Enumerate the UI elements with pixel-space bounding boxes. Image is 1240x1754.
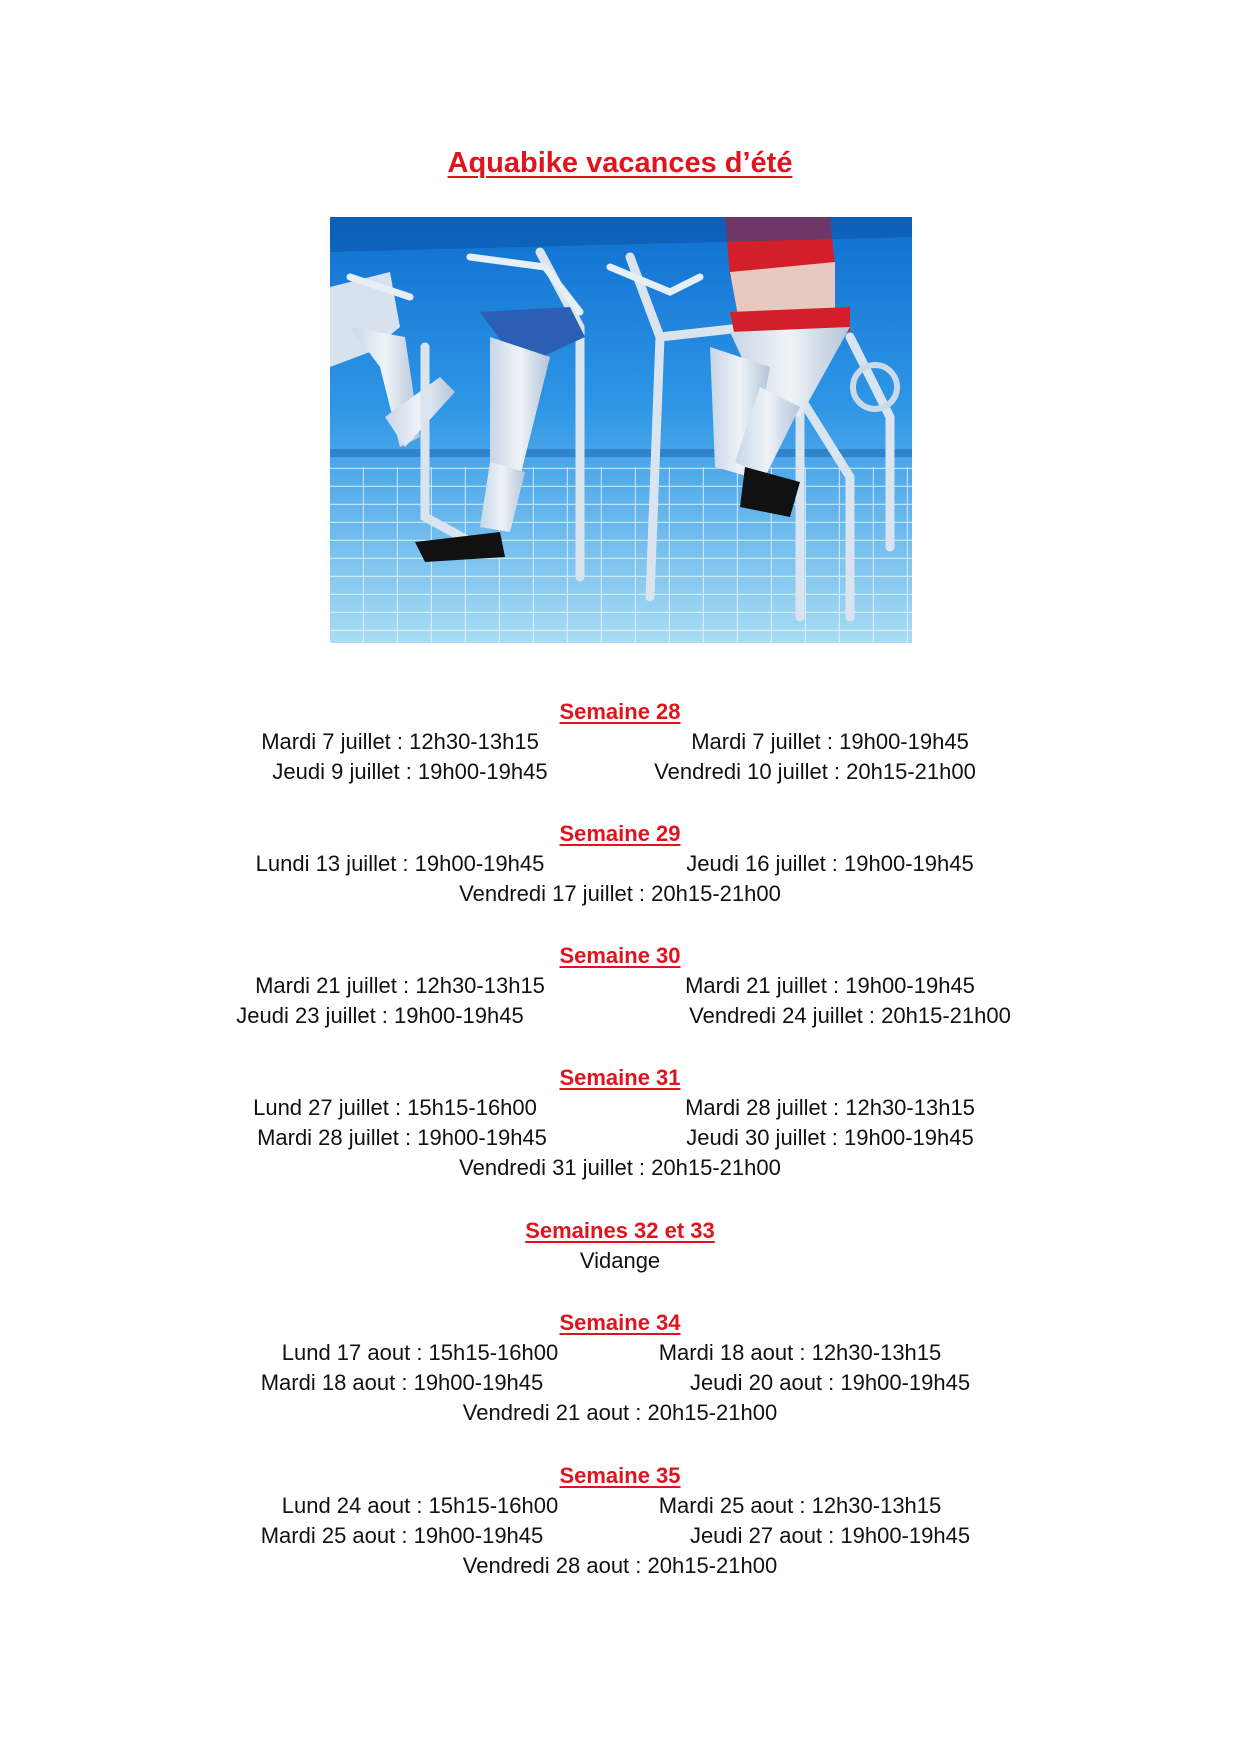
weeks-32-33-title: Semaines 32 et 33 (525, 1218, 715, 1243)
session-slot: Jeudi 9 juillet : 19h00-19h45 (272, 759, 548, 784)
session-slot: Vendredi 10 juillet : 20h15-21h00 (654, 759, 976, 784)
schedule-row (0, 1001, 1240, 1031)
schedule-row (0, 1153, 1240, 1183)
week-28-section (0, 697, 1240, 787)
session-slot: Jeudi 23 juillet : 19h00-19h45 (236, 1003, 524, 1028)
session-slot: Mardi 18 aout : 12h30-13h15 (658, 1340, 942, 1365)
session-slot: Mardi 21 juillet : 19h00-19h45 (685, 973, 975, 998)
session-slot: Mardi 21 juillet : 12h30-13h15 (255, 973, 545, 998)
session-slot: Jeudi 30 juillet : 19h00-19h45 (686, 1125, 974, 1150)
session-slot: Jeudi 27 aout : 19h00-19h45 (689, 1523, 971, 1548)
session-slot: Lund 27 juillet : 15h15-16h00 (253, 1095, 537, 1120)
week-28-title: Semaine 28 (559, 699, 681, 724)
schedule-row (0, 757, 1240, 787)
schedule-row (0, 1123, 1240, 1153)
aquabike-photo (330, 217, 912, 643)
week-31-title: Semaine 31 (559, 1065, 681, 1090)
page-title: Aquabike vacances d’été (447, 147, 793, 179)
schedule-row (0, 1551, 1240, 1581)
session-slot: Vendredi 28 aout : 20h15-21h00 (462, 1553, 778, 1578)
schedule-row (0, 1491, 1240, 1521)
session-slot: Mardi 25 aout : 19h00-19h45 (260, 1523, 544, 1548)
session-slot: Vendredi 24 juillet : 20h15-21h00 (689, 1003, 1011, 1028)
week-29-title: Semaine 29 (559, 821, 681, 846)
session-slot: Mardi 7 juillet : 19h00-19h45 (691, 729, 969, 754)
schedule-row (0, 1093, 1240, 1123)
session-slot: Vendredi 21 aout : 20h15-21h00 (462, 1400, 778, 1425)
session-slot: Mardi 28 juillet : 12h30-13h15 (685, 1095, 975, 1120)
week-34-title: Semaine 34 (559, 1310, 681, 1335)
week-35-title: Semaine 35 (559, 1463, 681, 1488)
week-34-section (0, 1308, 1240, 1428)
session-slot: Lund 24 aout : 15h15-16h00 (281, 1493, 559, 1518)
session-slot: Lundi 13 juillet : 19h00-19h45 (255, 851, 545, 876)
closure-note: Vidange (579, 1248, 661, 1273)
schedule-row (0, 727, 1240, 757)
session-slot: Vendredi 31 juillet : 20h15-21h00 (459, 1155, 781, 1180)
session-slot: Jeudi 20 aout : 19h00-19h45 (689, 1370, 971, 1395)
weeks-32-33-section (0, 1216, 1240, 1276)
schedule-row (0, 1246, 1240, 1276)
session-slot: Mardi 7 juillet : 12h30-13h15 (261, 729, 539, 754)
week-35-section (0, 1461, 1240, 1581)
week-31-section (0, 1063, 1240, 1183)
schedule-row (0, 1368, 1240, 1398)
schedule-row (0, 849, 1240, 879)
session-slot: Jeudi 16 juillet : 19h00-19h45 (686, 851, 974, 876)
session-slot: Mardi 18 aout : 19h00-19h45 (260, 1370, 544, 1395)
aquabike-illustration (330, 217, 912, 643)
schedule-row (0, 879, 1240, 909)
schedule-row (0, 1398, 1240, 1428)
schedule-row (0, 971, 1240, 1001)
week-30-section (0, 941, 1240, 1031)
week-29-section (0, 819, 1240, 909)
schedule-row (0, 1338, 1240, 1368)
schedule-row (0, 1521, 1240, 1551)
week-30-title: Semaine 30 (559, 943, 681, 968)
session-slot: Vendredi 17 juillet : 20h15-21h00 (459, 881, 781, 906)
session-slot: Mardi 28 juillet : 19h00-19h45 (257, 1125, 547, 1150)
session-slot: Mardi 25 aout : 12h30-13h15 (658, 1493, 942, 1518)
session-slot: Lund 17 aout : 15h15-16h00 (281, 1340, 559, 1365)
